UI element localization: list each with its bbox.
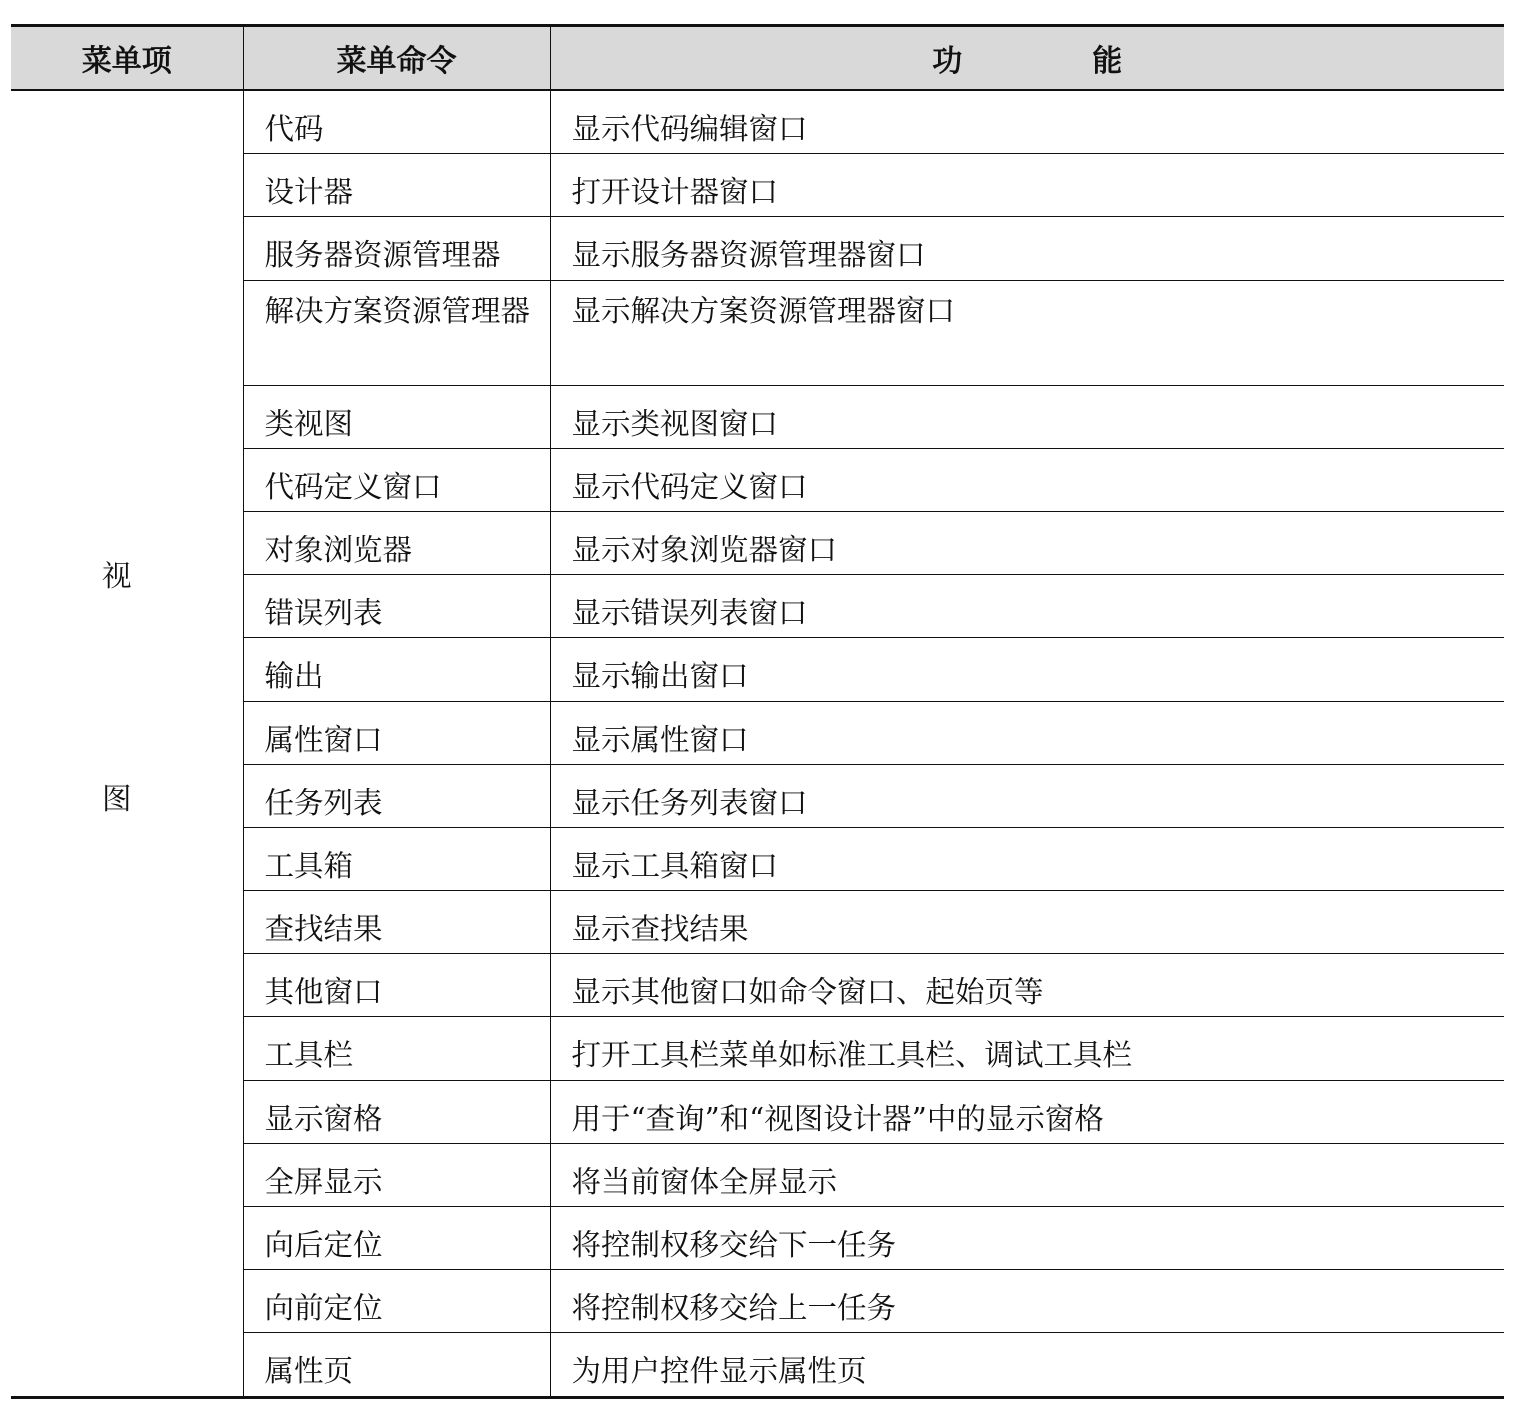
header-menu-item: 菜单项 [11,26,243,91]
command-cell: 工具栏 [243,1017,550,1080]
function-cell: 打开设计器窗口 [550,154,1504,217]
menu-item-view-label [11,553,243,823]
function-cell: 显示代码定义窗口 [550,448,1504,511]
command-cell: 查找结果 [243,891,550,954]
menu-item-char-1: 视 [101,559,132,593]
function-cell: 将控制权移交给下一任务 [550,1207,1504,1270]
header-function-label: 功 能 [932,44,1123,79]
function-cell: 打开工具栏菜单如标准工具栏、调试工具栏 [550,1017,1504,1080]
command-cell: 向后定位 [243,1207,550,1270]
command-cell: 设计器 [243,154,550,217]
function-cell: 显示错误列表窗口 [550,575,1504,638]
header-menu-command: 菜单命令 [243,26,550,91]
command-cell: 错误列表 [243,575,550,638]
function-cell: 显示解决方案资源管理器窗口 [550,280,1504,385]
command-cell: 输出 [243,638,550,701]
function-cell: 显示代码编辑窗口 [550,90,1504,154]
command-cell: 代码 [243,90,550,154]
command-cell: 对象浏览器 [243,511,550,574]
function-cell: 将当前窗体全屏显示 [550,1143,1504,1206]
function-cell: 为用户控件显示属性页 [550,1333,1504,1397]
command-cell: 代码定义窗口 [243,448,550,511]
menu-item-view-cell [11,90,243,1397]
function-cell: 显示服务器资源管理器窗口 [550,217,1504,280]
function-cell: 显示输出窗口 [550,638,1504,701]
function-cell: 显示工具箱窗口 [550,827,1504,890]
function-cell: 显示类视图窗口 [550,385,1504,448]
command-cell: 工具箱 [243,827,550,890]
function-cell: 显示其他窗口如命令窗口、起始页等 [550,954,1504,1017]
command-cell: 服务器资源管理器 [243,217,550,280]
command-cell: 全屏显示 [243,1143,550,1206]
command-cell: 向前定位 [243,1270,550,1333]
command-cell: 其他窗口 [243,954,550,1017]
command-cell: 属性窗口 [243,701,550,764]
command-cell: 显示窗格 [243,1080,550,1143]
menu-item-char-2: 图 [101,781,132,816]
command-cell: 任务列表 [243,764,550,827]
command-cell: 属性页 [243,1333,550,1397]
header-function [550,26,1504,91]
menu-command-table [11,24,1504,1399]
command-cell: 解决方案资源管理器 [243,280,550,385]
function-cell: 将控制权移交给上一任务 [550,1270,1504,1333]
table-header-row [11,26,1504,91]
function-cell: 显示任务列表窗口 [550,764,1504,827]
table-row [11,90,1504,154]
command-cell: 类视图 [243,385,550,448]
function-cell: 显示对象浏览器窗口 [550,511,1504,574]
function-cell: 显示查找结果 [550,891,1504,954]
function-cell: 用于“查询”和“视图设计器”中的显示窗格 [550,1080,1504,1143]
function-cell: 显示属性窗口 [550,701,1504,764]
